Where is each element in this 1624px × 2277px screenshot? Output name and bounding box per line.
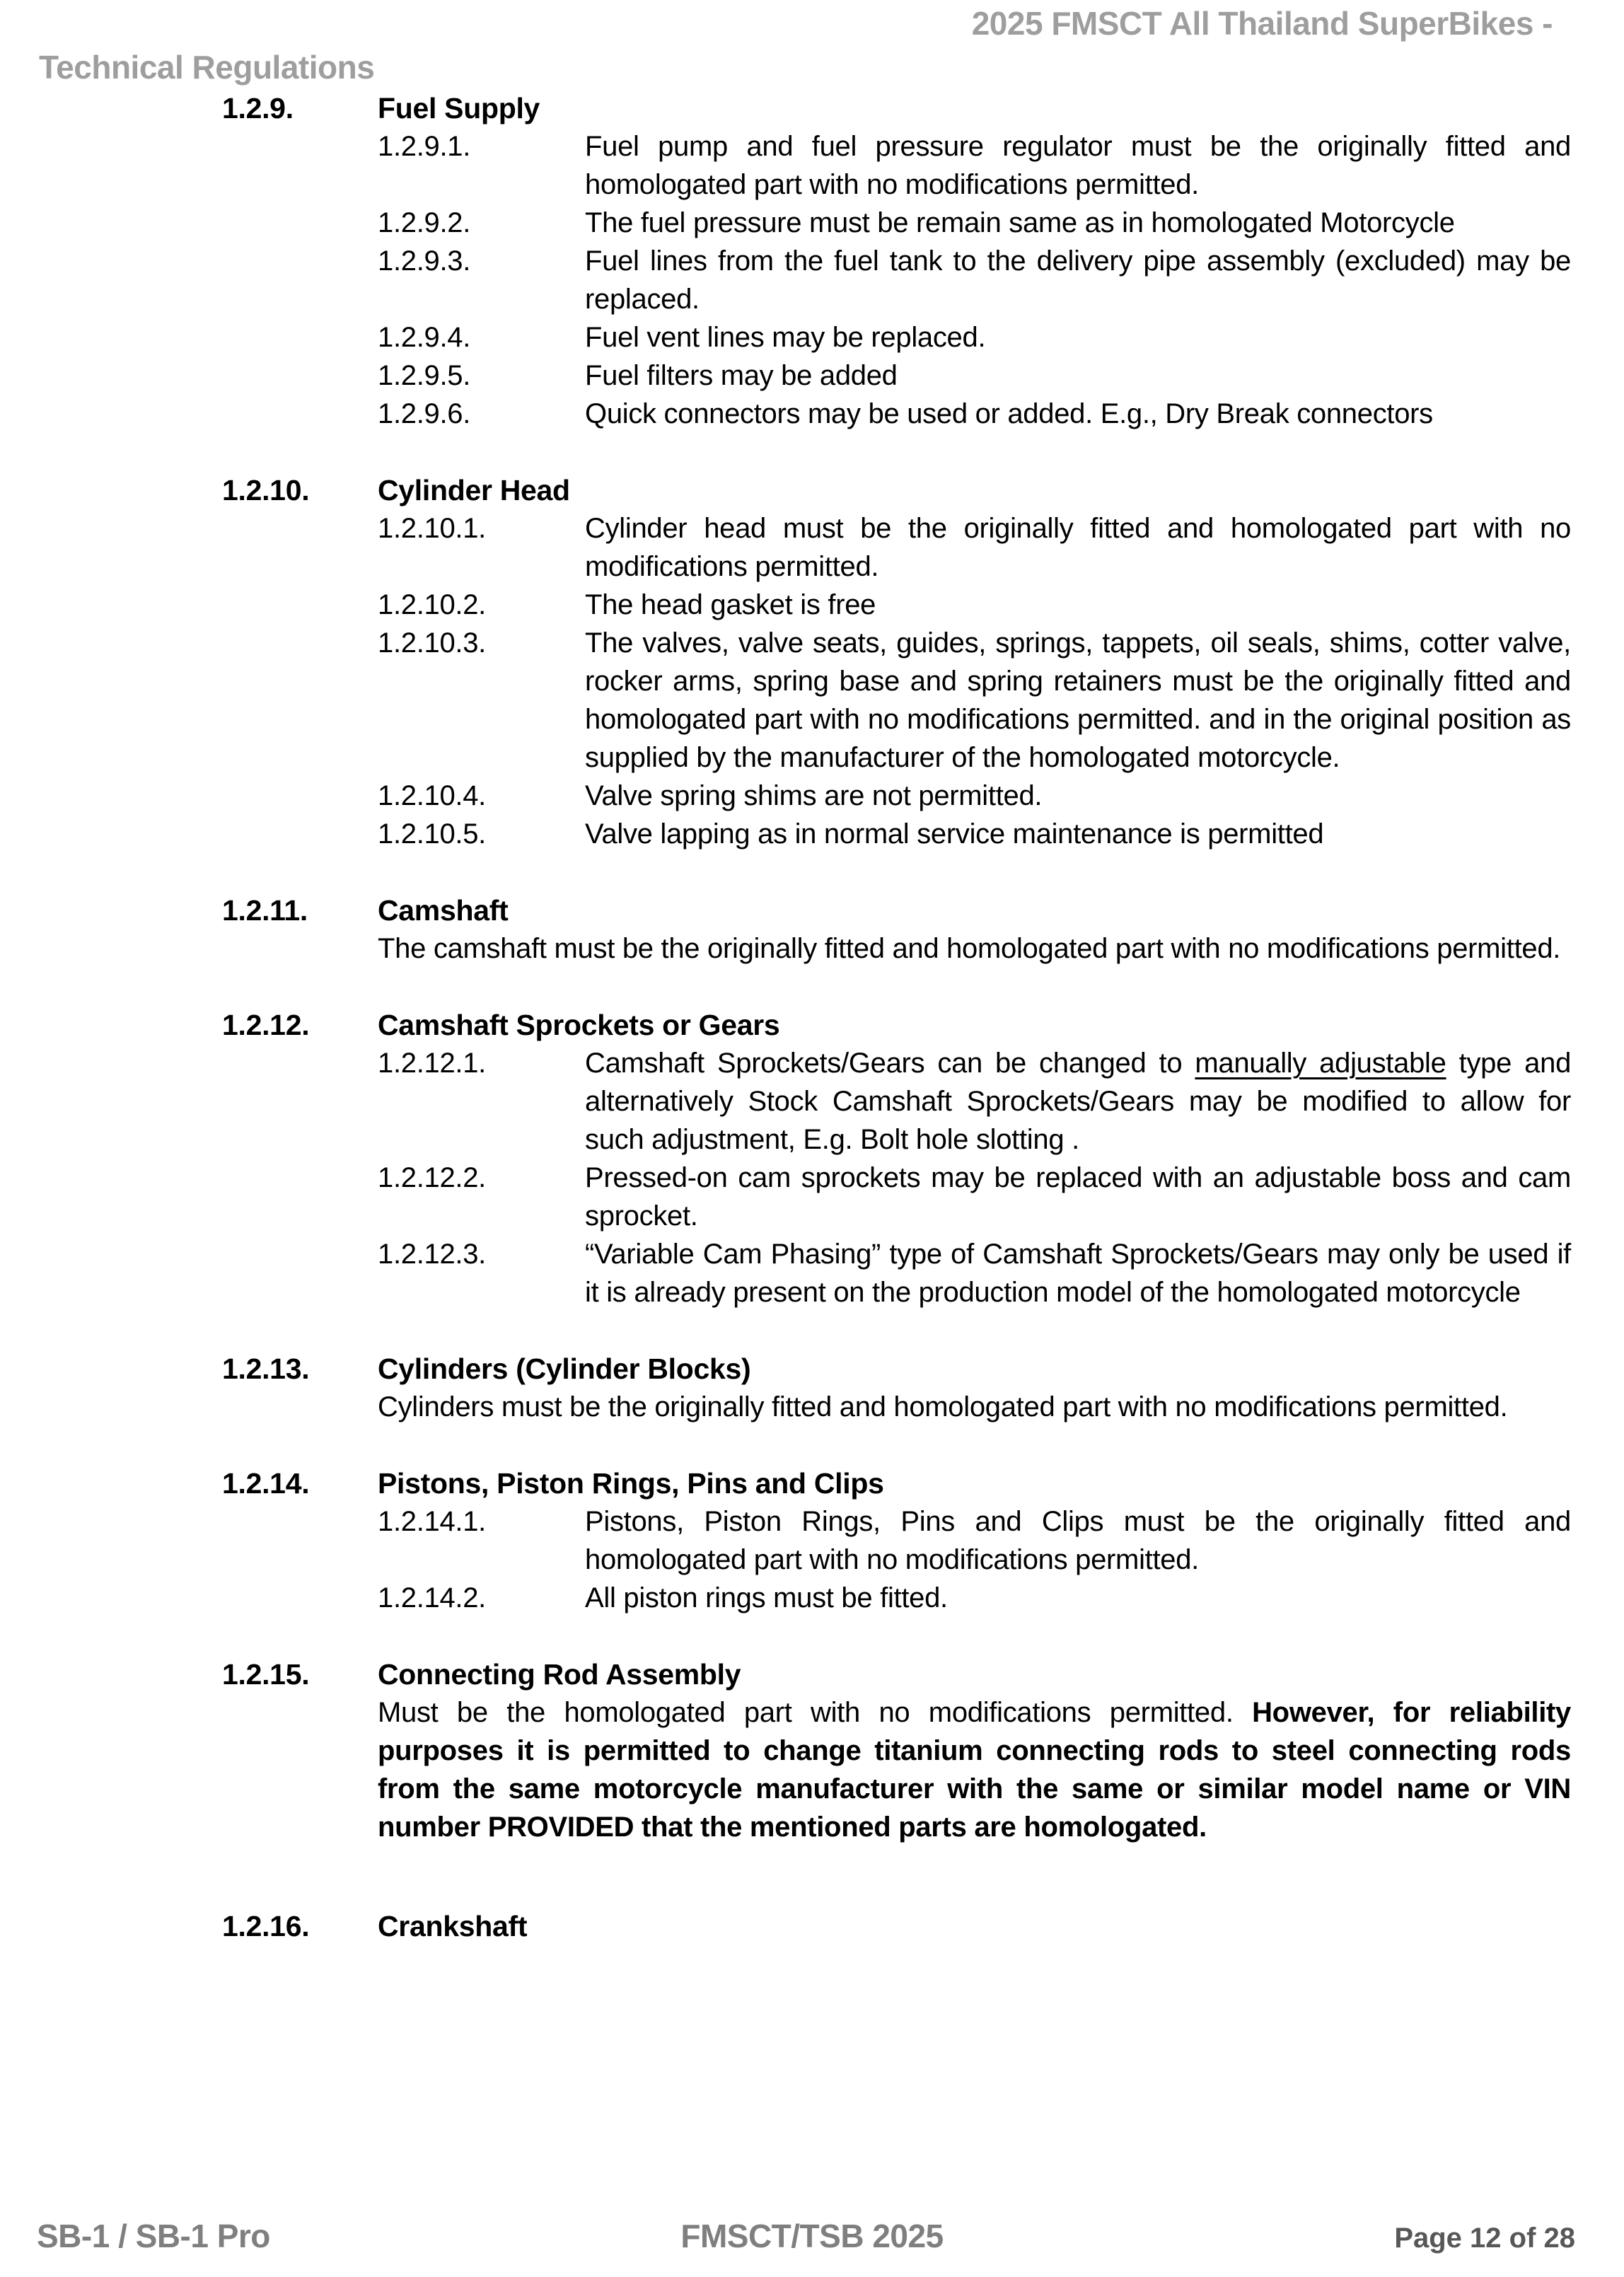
section-title: Connecting Rod Assembly <box>378 1658 741 1691</box>
item-text: Fuel vent lines may be replaced. <box>585 322 986 353</box>
item-number: 1.2.9.6. <box>378 398 471 429</box>
item-number: 1.2.10.1. <box>378 513 486 544</box>
item-number: 1.2.10.4. <box>378 780 486 811</box>
item-text: “Variable Cam Phasing” type of Camshaft Sprockets/Gears may only be used if it is already present on the production model of the homologated motorcycle <box>585 1239 1571 1308</box>
regulation-item <box>378 777 1571 815</box>
footer-page-number: Page 12 of 28 <box>1394 2223 1575 2254</box>
item-number: 1.2.9.4. <box>378 322 471 353</box>
section-cylinders <box>222 1350 1571 1426</box>
section-heading <box>222 1350 1571 1388</box>
regulation-item <box>378 509 1571 586</box>
regulation-item <box>378 357 1571 395</box>
item-number: 1.2.9.1. <box>378 131 471 162</box>
item-number: 1.2.12.1. <box>378 1048 486 1079</box>
section-body <box>378 1693 1571 1846</box>
header-title-line1: 2025 FMSCT All Thailand SuperBikes - <box>971 5 1553 42</box>
section-heading <box>222 471 1571 509</box>
section-camshaft-sprockets <box>222 1006 1571 1311</box>
section-title: Cylinders (Cylinder Blocks) <box>378 1352 751 1385</box>
item-number: 1.2.12.3. <box>378 1239 486 1270</box>
footer-class-label: SB-1 / SB-1 Pro <box>37 2218 270 2254</box>
item-number: 1.2.10.3. <box>378 627 486 659</box>
item-text: Cylinder head must be the originally fitted and homologated part with no modifications permitted. <box>585 513 1571 582</box>
section-connecting-rod <box>222 1655 1571 1846</box>
section-heading <box>222 1655 1571 1693</box>
item-text: Valve lapping as in normal service maintenance is permitted <box>585 818 1324 850</box>
section-number: 1.2.13. <box>222 1352 310 1385</box>
section-camshaft <box>222 891 1571 968</box>
regulation-item <box>378 1159 1571 1235</box>
item-text-segment: type and alternatively Stock Camshaft Sprockets/Gears may be modified to allow for such adjustment, E.g. Bolt hole slotting . <box>585 1048 1572 1155</box>
section-title: Cylinder Head <box>378 474 570 506</box>
item-text <box>585 1044 1571 1159</box>
item-number: 1.2.9.3. <box>378 245 471 277</box>
section-body: The camshaft must be the originally fitted and homologated part with no modifications permitted. <box>378 933 1561 964</box>
item-number: 1.2.14.2. <box>378 1582 486 1613</box>
section-title: Fuel Supply <box>378 92 540 124</box>
section-number: 1.2.10. <box>222 474 310 506</box>
section-number: 1.2.11. <box>222 894 308 927</box>
section-body-bold-segment: However, for reliability purposes it is permitted to change titanium connecting rods to steel connecting rods from the same motorcycle manufacturer with the same or similar model name or VIN number PROVIDED that the mentioned parts are homologated. <box>378 1697 1571 1843</box>
regulation-item <box>378 1579 1571 1617</box>
section-body-segment: Must be the homologated part with no modifications permitted. <box>378 1697 1253 1728</box>
item-number: 1.2.14.1. <box>378 1506 486 1537</box>
section-crankshaft <box>222 1907 1571 1945</box>
item-text: All piston rings must be fitted. <box>585 1582 948 1613</box>
item-number: 1.2.12.2. <box>378 1162 486 1193</box>
item-text: Pistons, Piston Rings, Pins and Clips must be the originally fitted and homologated part with no modifications permitted. <box>585 1506 1571 1575</box>
regulation-item <box>378 624 1571 777</box>
regulation-item <box>378 127 1571 204</box>
item-text: The fuel pressure must be remain same as in homologated Motorcycle <box>585 207 1455 238</box>
section-heading <box>222 1464 1571 1502</box>
regulation-item <box>378 204 1571 242</box>
regulation-item <box>378 1502 1571 1579</box>
section-body: Cylinders must be the originally fitted and homologated part with no modifications permitted. <box>378 1391 1508 1423</box>
section-heading <box>222 1907 1571 1945</box>
regulation-item <box>378 242 1571 318</box>
footer-doc-label: FMSCT/TSB 2025 <box>680 2218 944 2254</box>
regulation-item <box>378 586 1571 624</box>
item-text: Pressed-on cam sprockets may be replaced with an adjustable boss and cam sprocket. <box>585 1162 1571 1232</box>
item-number: 1.2.10.2. <box>378 589 486 620</box>
section-number: 1.2.9. <box>222 92 294 124</box>
item-text-underlined-segment: manually adjustable <box>1195 1048 1446 1079</box>
regulation-item <box>378 395 1571 433</box>
regulation-item <box>378 1235 1571 1311</box>
section-heading <box>222 1006 1571 1044</box>
item-text: Valve spring shims are not permitted. <box>585 780 1043 811</box>
section-number: 1.2.14. <box>222 1467 310 1500</box>
section-number: 1.2.15. <box>222 1658 310 1691</box>
header-title-line2: Technical Regulations <box>39 49 375 86</box>
section-heading <box>222 891 1571 929</box>
section-pistons <box>222 1464 1571 1617</box>
item-text: The head gasket is free <box>585 589 876 620</box>
section-title: Crankshaft <box>378 1910 528 1942</box>
item-text: Fuel pump and fuel pressure regulator must be the originally fitted and homologated part with no modifications permitted. <box>585 131 1571 200</box>
regulation-item <box>378 1044 1571 1159</box>
item-text: Fuel filters may be added <box>585 360 898 391</box>
item-text: The valves, valve seats, guides, springs, tappets, oil seals, shims, cotter valve, rocker arms, spring base and spring retainers must be the originally fitted and homologated part with no modifications permitted. and in the original position as supplied by the manufacturer of the homologated motorcycle. <box>585 627 1571 773</box>
document-content <box>222 89 1571 1945</box>
section-cylinder-head <box>222 471 1571 853</box>
section-title: Camshaft Sprockets or Gears <box>378 1009 780 1041</box>
section-fuel-supply <box>222 89 1571 433</box>
section-title: Camshaft <box>378 894 509 927</box>
item-number: 1.2.9.2. <box>378 207 471 238</box>
item-text: Fuel lines from the fuel tank to the delivery pipe assembly (excluded) may be replaced. <box>585 245 1571 315</box>
section-number: 1.2.12. <box>222 1009 310 1041</box>
section-title: Pistons, Piston Rings, Pins and Clips <box>378 1467 884 1500</box>
regulation-item <box>378 815 1571 853</box>
section-heading <box>222 89 1571 127</box>
item-text: Quick connectors may be used or added. E.g., Dry Break connectors <box>585 398 1433 429</box>
item-number: 1.2.10.5. <box>378 818 486 850</box>
item-text-segment: Camshaft Sprockets/Gears can be changed to <box>585 1048 1195 1079</box>
section-number: 1.2.16. <box>222 1910 310 1942</box>
item-number: 1.2.9.5. <box>378 360 471 391</box>
regulation-item <box>378 318 1571 357</box>
